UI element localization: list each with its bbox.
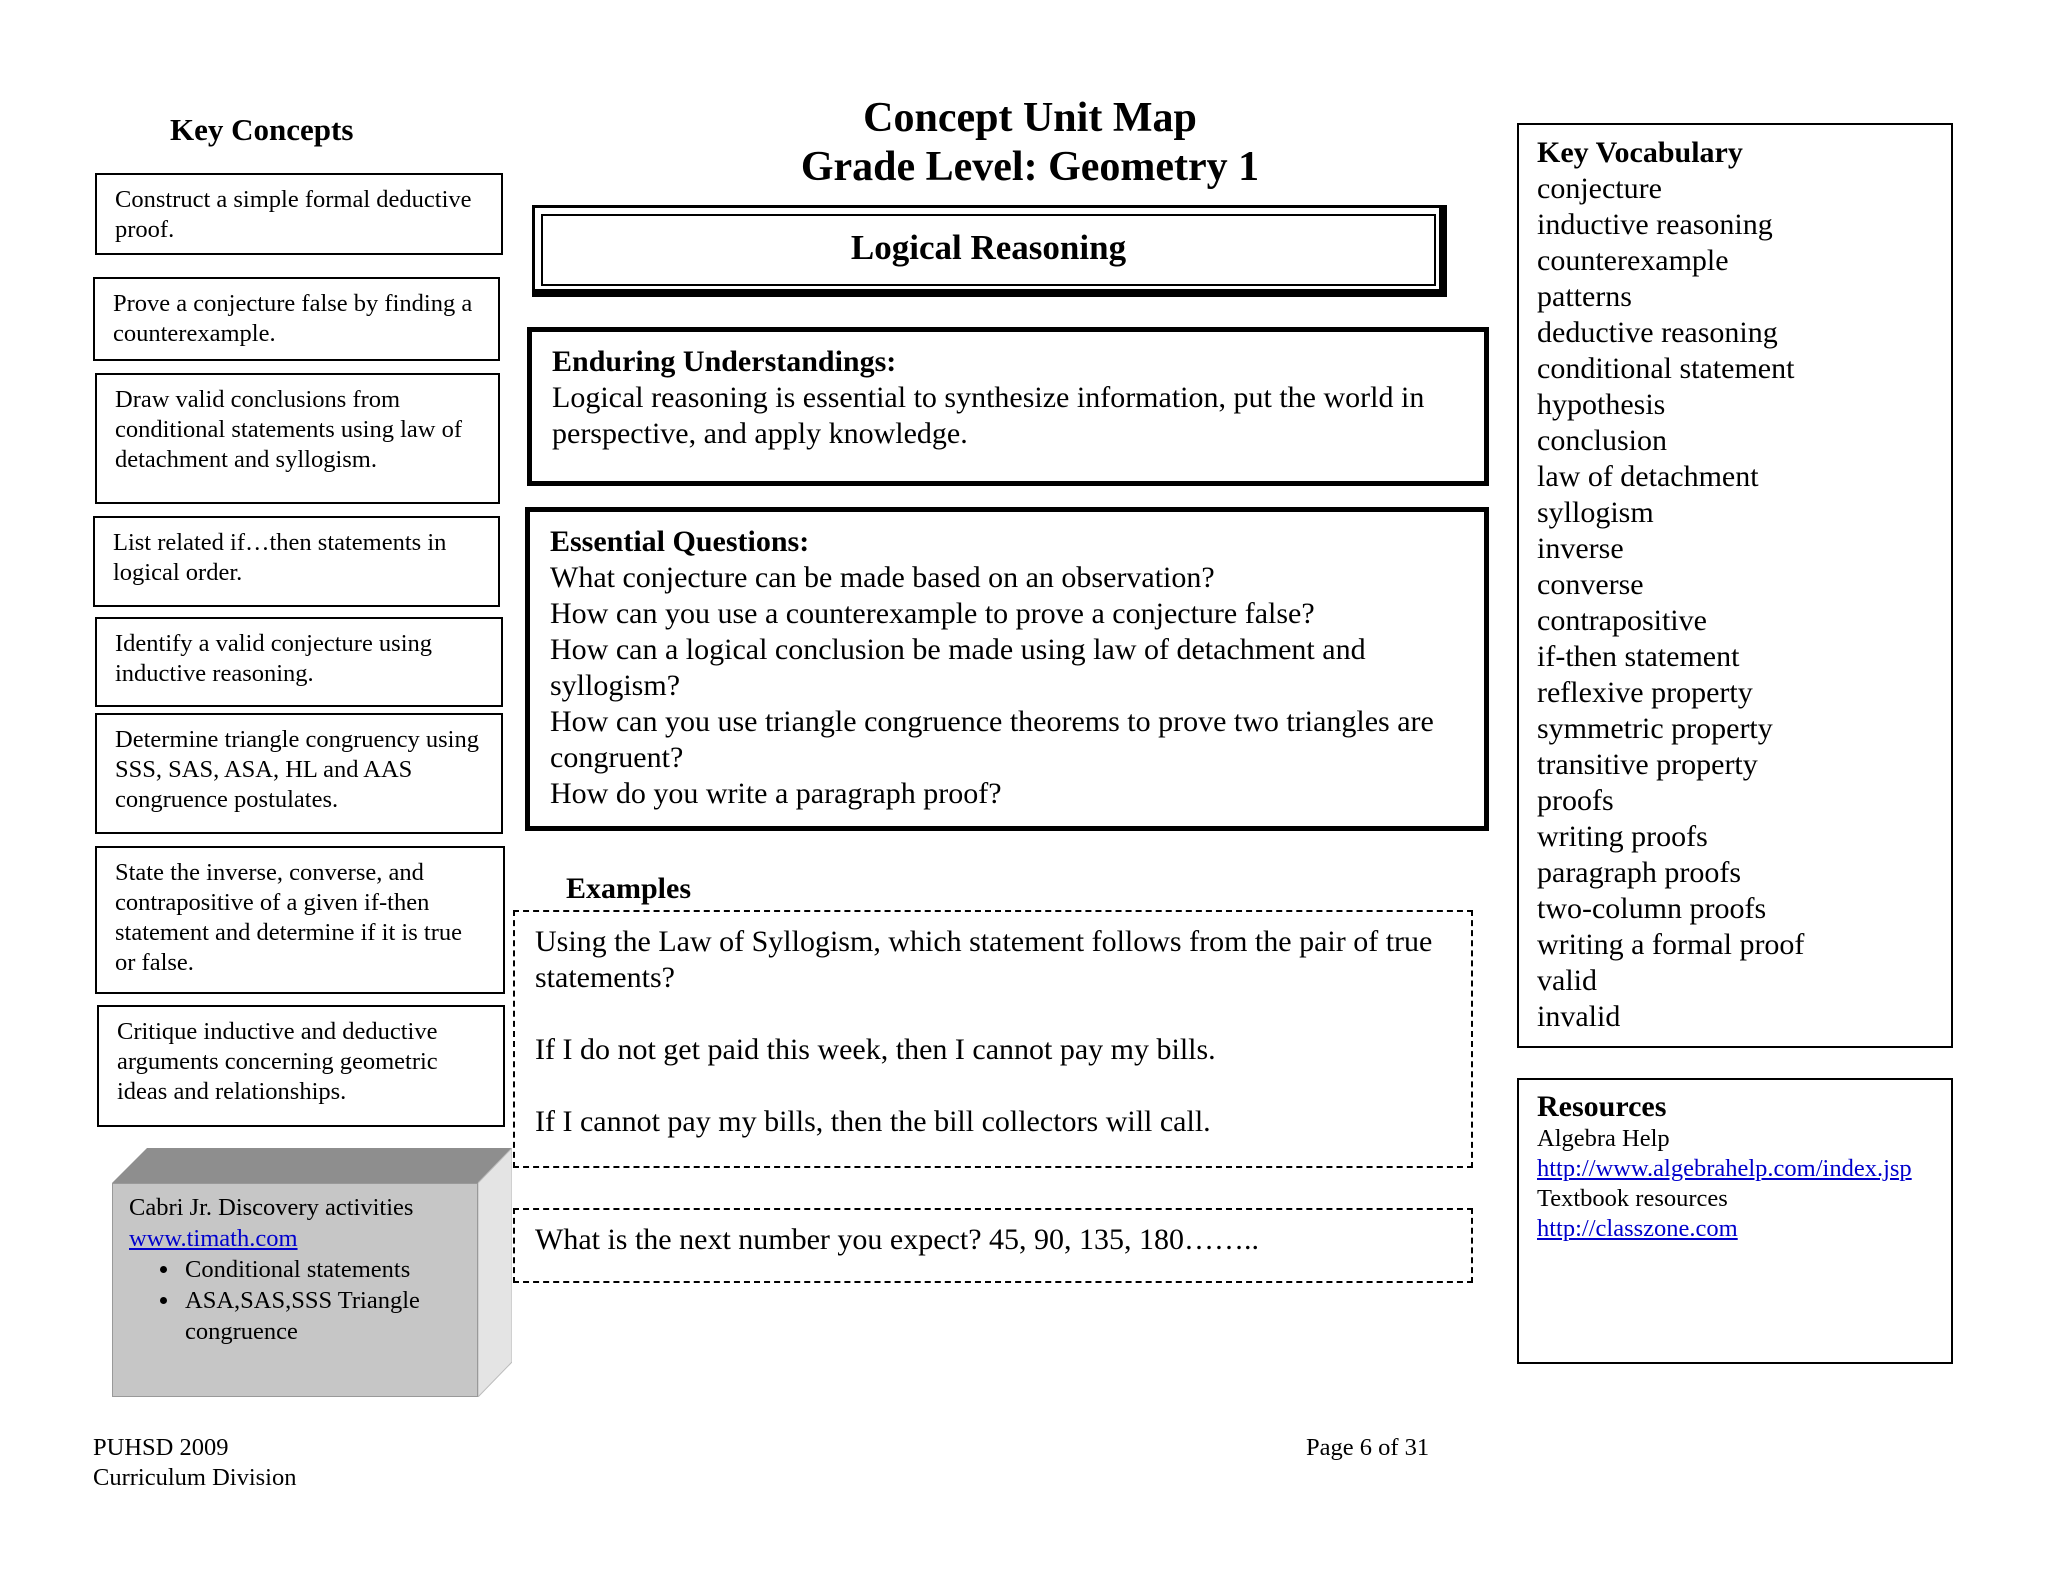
vocabulary-term: conditional statement [1537,352,1795,385]
vocabulary-term: valid [1537,964,1597,997]
grade-level: Grade Level: Geometry 1 [800,144,1260,190]
page-number: Page 6 of 31 [1306,1434,1430,1461]
vocabulary-term: conjecture [1537,172,1662,205]
vocabulary-term: two-column proofs [1537,892,1767,925]
unit-title: Logical Reasoning [541,214,1436,286]
key-concept-7: State the inverse, converse, and contrapositive of a given if-then statement and determine if it is true or false. [95,846,505,994]
examples-title: Examples [566,872,692,905]
timath-link[interactable]: www.timath.com [129,1225,298,1252]
vocabulary-term: inductive reasoning [1537,208,1773,241]
key-concept-4: List related if…then statements in logical order. [93,516,500,607]
unit-title-box [532,205,1447,297]
key-concept-1: Construct a simple formal deductive proof. [95,173,503,255]
vocabulary-term: contrapositive [1537,604,1707,637]
essential-question-2: How can you use a counterexample to prove a conjecture false? [550,597,1315,630]
footer-org: PUHSD 2009 [93,1434,229,1461]
enduring-title: Enduring Understandings: [552,345,897,378]
vocabulary-term: hypothesis [1537,388,1666,421]
resource-label-textbook: Textbook resources [1537,1185,1728,1212]
cabri-box-top-face [112,1148,512,1183]
vocabulary-term: if-then statement [1537,640,1740,673]
key-concept-8: Critique inductive and deductive arguments concerning geometric ideas and relationships. [97,1005,505,1127]
example-2-box [513,1208,1473,1283]
cabri-bullet-2: • ASA,SAS,SSS Triangle congruence [181,1285,461,1347]
vocabulary-term: writing proofs [1537,820,1708,853]
essential-questions-box [525,507,1489,831]
essential-question-4: How can you use triangle congruence theorems to prove two triangles are congruent? [550,705,1434,774]
example-1-statement-2: If I cannot pay my bills, then the bill collectors will call. [535,1105,1211,1138]
vocabulary-term: writing a formal proof [1537,928,1805,961]
vocabulary-term: conclusion [1537,424,1667,457]
enduring-understandings-box [527,327,1489,486]
vocabulary-title: Key Vocabulary [1537,136,1743,169]
vocabulary-term: inverse [1537,532,1624,565]
vocabulary-term: proofs [1537,784,1614,817]
key-concept-6: Determine triangle congruency using SSS, SAS, ASA, HL and AAS congruence postulates. [95,713,503,834]
vocabulary-term: invalid [1537,1000,1621,1033]
resources-title: Resources [1537,1090,1667,1123]
example-2-text: What is the next number you expect? 45, 90, 135, 180…….. [535,1223,1260,1256]
example-1-box [513,910,1473,1168]
essential-question-5: How do you write a paragraph proof? [550,777,1002,810]
vocabulary-term: syllogism [1537,496,1654,529]
vocabulary-term: deductive reasoning [1537,316,1778,349]
vocabulary-term: reflexive property [1537,676,1753,709]
cabri-activities-box [112,1183,478,1397]
vocabulary-term: paragraph proofs [1537,856,1742,889]
vocabulary-term: law of detachment [1537,460,1759,493]
vocabulary-term: transitive property [1537,748,1758,781]
vocabulary-term: patterns [1537,280,1632,313]
cabri-title: Cabri Jr. Discovery activities [129,1194,414,1221]
footer-division: Curriculum Division [93,1464,297,1491]
vocabulary-term: counterexample [1537,244,1729,277]
resource-label-algebra: Algebra Help [1537,1125,1670,1152]
page-title: Concept Unit Map [863,95,1197,141]
algebrahelp-link[interactable]: http://www.algebrahelp.com/index.jsp [1537,1155,1912,1182]
example-1-statement-1: If I do not get paid this week, then I cannot pay my bills. [535,1033,1216,1066]
essential-question-3: How can a logical conclusion be made using law of detachment and syllogism? [550,633,1366,702]
classzone-link[interactable]: http://classzone.com [1537,1215,1738,1242]
vocabulary-term: converse [1537,568,1644,601]
essential-title: Essential Questions: [550,525,810,558]
resources-box [1517,1078,1953,1364]
essential-question-1: What conjecture can be made based on an observation? [550,561,1215,594]
footer-left [93,1433,296,1493]
example-1-question: Using the Law of Syllogism, which statement follows from the pair of true statements? [535,925,1433,994]
key-concept-3: Draw valid conclusions from conditional statements using law of detachment and syllogism. [95,373,500,504]
key-concept-5: Identify a valid conjecture using inductive reasoning. [95,617,503,707]
key-concepts-title: Key Concepts [170,112,354,147]
vocabulary-term: symmetric property [1537,712,1773,745]
cabri-box-side-face [478,1148,512,1397]
enduring-text: Logical reasoning is essential to synthesize information, put the world in perspective, and apply knowledge. [552,381,1425,450]
key-vocabulary-box [1517,123,1953,1048]
cabri-bullet-1: • Conditional statements [181,1254,461,1285]
vocabulary-list [1537,171,1933,1035]
key-concept-2: Prove a conjecture false by finding a counterexample. [93,277,500,361]
